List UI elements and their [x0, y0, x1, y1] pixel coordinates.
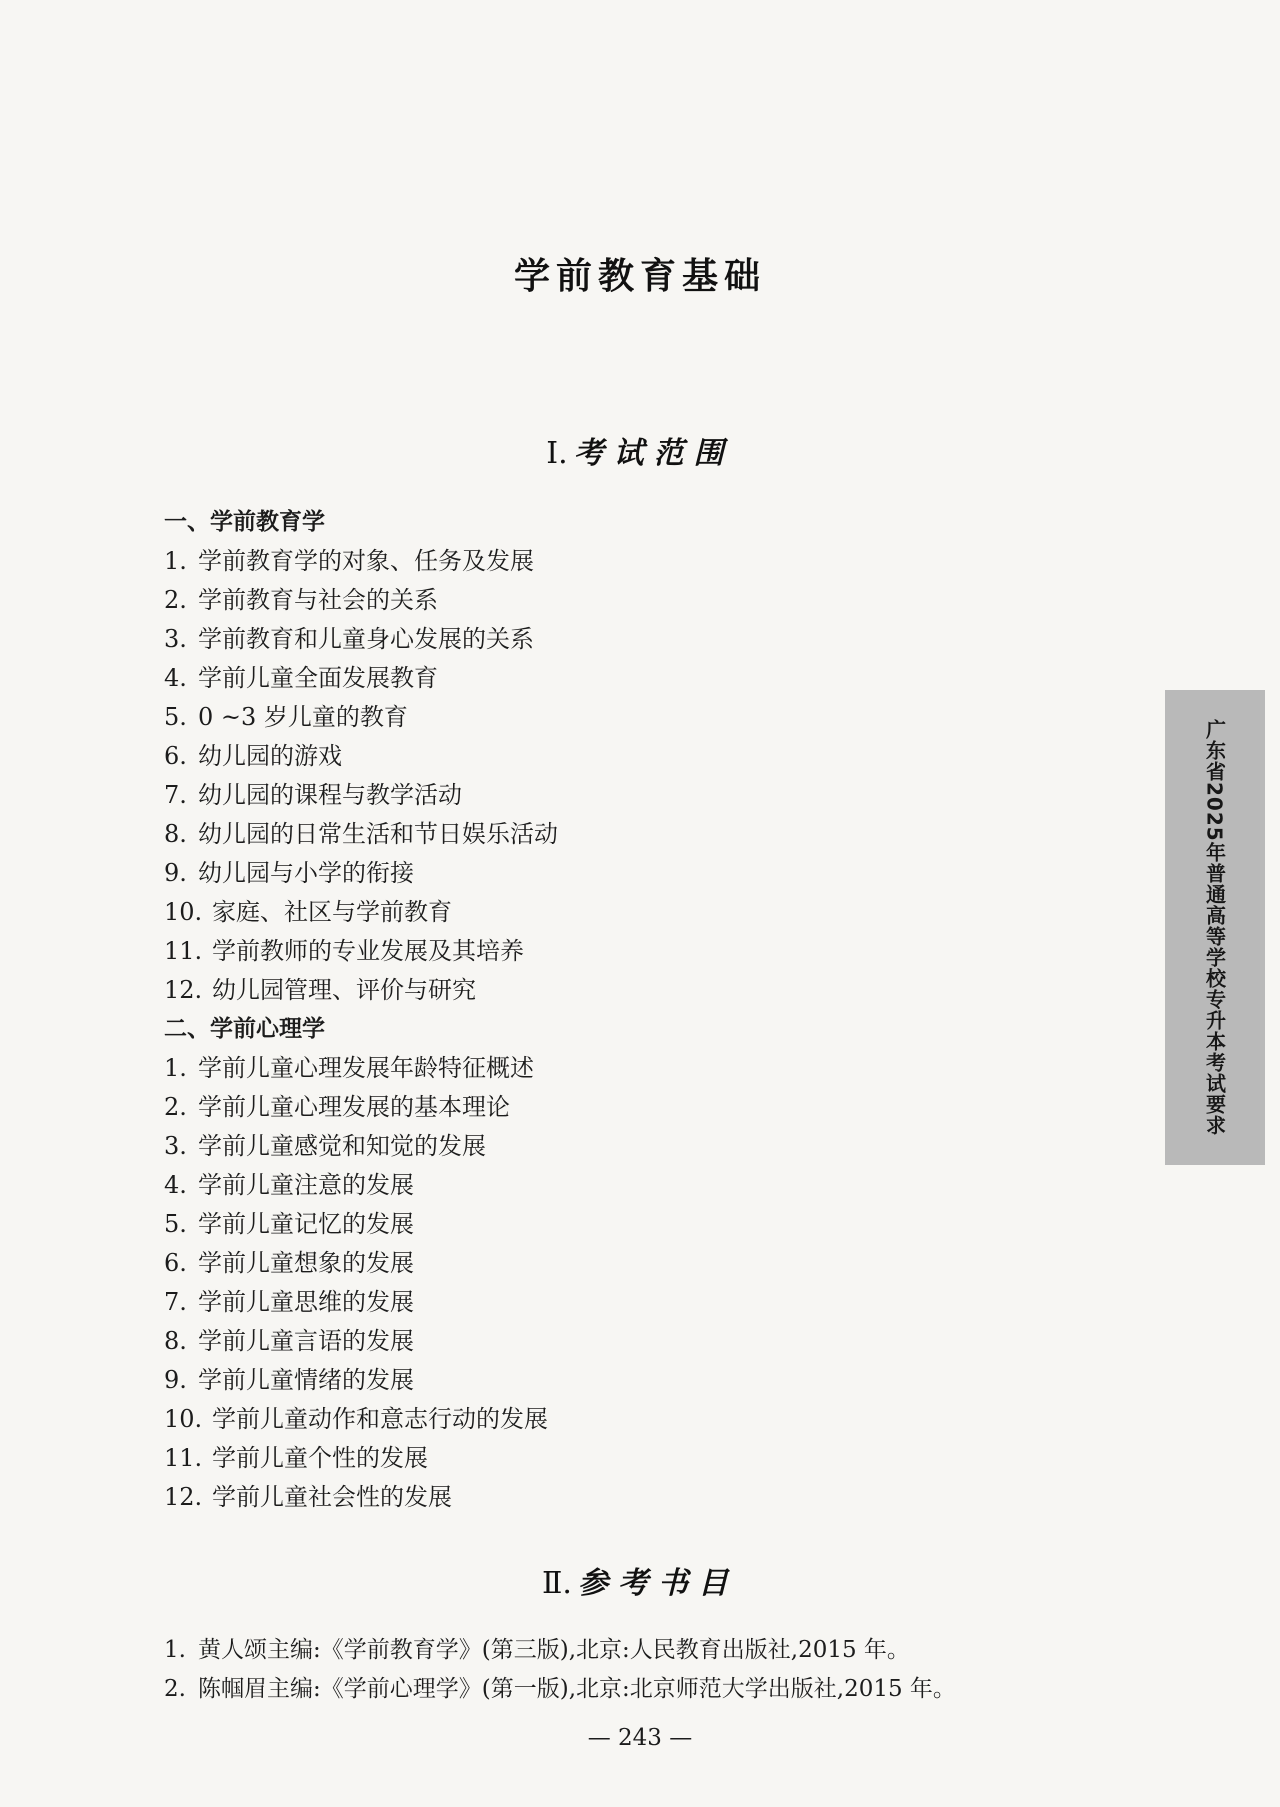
item-number: 5.: [164, 1210, 187, 1238]
list-item: [164, 1049, 1064, 1088]
item-number: 1.: [164, 547, 187, 575]
item-text: 学前儿童动作和意志行动的发展: [212, 1405, 548, 1433]
item-number: 5.: [164, 703, 187, 731]
page-number: — 243 —: [587, 1725, 693, 1751]
item-number: 6.: [164, 1249, 187, 1277]
item-text: 幼儿园的游戏: [198, 742, 342, 770]
item-number: 1.: [164, 1054, 187, 1082]
item-number: 3.: [164, 1132, 187, 1160]
list-item: [164, 1283, 1064, 1322]
list-item: [164, 893, 1064, 932]
reference-list: [164, 1631, 1124, 1709]
item-text: 学前儿童情绪的发展: [198, 1366, 414, 1394]
section-heading-exam-scope: [0, 428, 1280, 472]
item-number: 7.: [164, 1288, 187, 1316]
category-heading-preschool-pedagogy: 一、学前教育学: [164, 509, 325, 535]
list-item: [164, 737, 1064, 776]
item-text: 学前教育和儿童身心发展的关系: [198, 625, 534, 653]
item-text: 幼儿园的课程与教学活动: [198, 781, 462, 809]
item-text: 幼儿园的日常生活和节日娱乐活动: [198, 820, 558, 848]
list-item: [164, 1439, 1064, 1478]
item-number: 9.: [164, 1366, 187, 1394]
item-number: 6.: [164, 742, 187, 770]
side-tab-label: 广东省2025年普通高等学校专升本考试要求: [1202, 719, 1227, 1136]
list-item: [164, 542, 1064, 581]
list-item: [164, 1166, 1064, 1205]
item-number: 7.: [164, 781, 187, 809]
category-heading-preschool-psychology: 二、学前心理学: [164, 1016, 325, 1042]
item-text: 幼儿园管理、评价与研究: [212, 976, 476, 1004]
item-text: 学前儿童心理发展年龄特征概述: [198, 1054, 534, 1082]
item-text: 学前儿童心理发展的基本理论: [198, 1093, 510, 1121]
item-number: 10.: [164, 1405, 203, 1433]
item-number: 2.: [164, 1093, 187, 1121]
list-item: [164, 815, 1064, 854]
item-text: 学前教育学的对象、任务及发展: [198, 547, 534, 575]
item-number: 11.: [164, 1444, 203, 1472]
list-item: [164, 971, 1064, 1010]
item-text: 家庭、社区与学前教育: [212, 898, 452, 926]
list-item: [164, 854, 1064, 893]
list-item: [164, 698, 1064, 737]
item-text: 学前儿童言语的发展: [198, 1327, 414, 1355]
item-number: 10.: [164, 898, 203, 926]
item-number: 12.: [164, 1483, 203, 1511]
item-number: 12.: [164, 976, 203, 1004]
item-text: 学前儿童想象的发展: [198, 1249, 414, 1277]
item-number: 8.: [164, 1327, 187, 1355]
item-number: 8.: [164, 820, 187, 848]
page-title: 学前教育基础: [513, 256, 766, 297]
section-label: 参考书目: [577, 1566, 738, 1601]
list-item: [164, 1361, 1064, 1400]
exam-scope-list: [164, 503, 1064, 1517]
list-item: [164, 1244, 1064, 1283]
reference-item: [164, 1631, 1124, 1670]
item-number: 4.: [164, 664, 187, 692]
item-text: 学前儿童个性的发展: [212, 1444, 428, 1472]
section-label: 考试范围: [573, 436, 734, 471]
section-heading-reference-books: [0, 1558, 1280, 1602]
item-text: 学前教育与社会的关系: [198, 586, 438, 614]
item-text: 学前儿童感觉和知觉的发展: [198, 1132, 486, 1160]
item-text: 学前儿童全面发展教育: [198, 664, 438, 692]
list-item: [164, 776, 1064, 815]
list-item: [164, 1088, 1064, 1127]
list-item: [164, 932, 1064, 971]
reference-text: 黄人颂主编:《学前教育学》(第三版),北京:人民教育出版社,2015 年。: [198, 1637, 910, 1663]
item-number: 2.: [164, 1676, 186, 1702]
list-item: [164, 1478, 1064, 1517]
item-number: 9.: [164, 859, 187, 887]
item-text: 学前教师的专业发展及其培养: [212, 937, 524, 965]
item-number: 4.: [164, 1171, 187, 1199]
item-number: 3.: [164, 625, 187, 653]
section-numeral: Ⅱ.: [542, 1566, 572, 1601]
item-text: 学前儿童注意的发展: [198, 1171, 414, 1199]
item-text: 学前儿童思维的发展: [198, 1288, 414, 1316]
item-number: 11.: [164, 937, 203, 965]
side-tab: [1165, 690, 1265, 1165]
item-number: 2.: [164, 586, 187, 614]
list-item: [164, 1400, 1064, 1439]
section-numeral: Ⅰ.: [546, 436, 568, 471]
list-item: [164, 581, 1064, 620]
item-text: 学前儿童社会性的发展: [212, 1483, 452, 1511]
reference-item: [164, 1670, 1124, 1709]
reference-text: 陈帼眉主编:《学前心理学》(第一版),北京:北京师范大学出版社,2015 年。: [198, 1676, 956, 1702]
list-item: [164, 1205, 1064, 1244]
list-item: [164, 1127, 1064, 1166]
item-text: 学前儿童记忆的发展: [198, 1210, 414, 1238]
list-item: [164, 1322, 1064, 1361]
item-text: 0 ~3 岁儿童的教育: [198, 703, 408, 731]
list-item: [164, 659, 1064, 698]
list-item: [164, 620, 1064, 659]
item-text: 幼儿园与小学的衔接: [198, 859, 414, 887]
item-number: 1.: [164, 1637, 186, 1663]
